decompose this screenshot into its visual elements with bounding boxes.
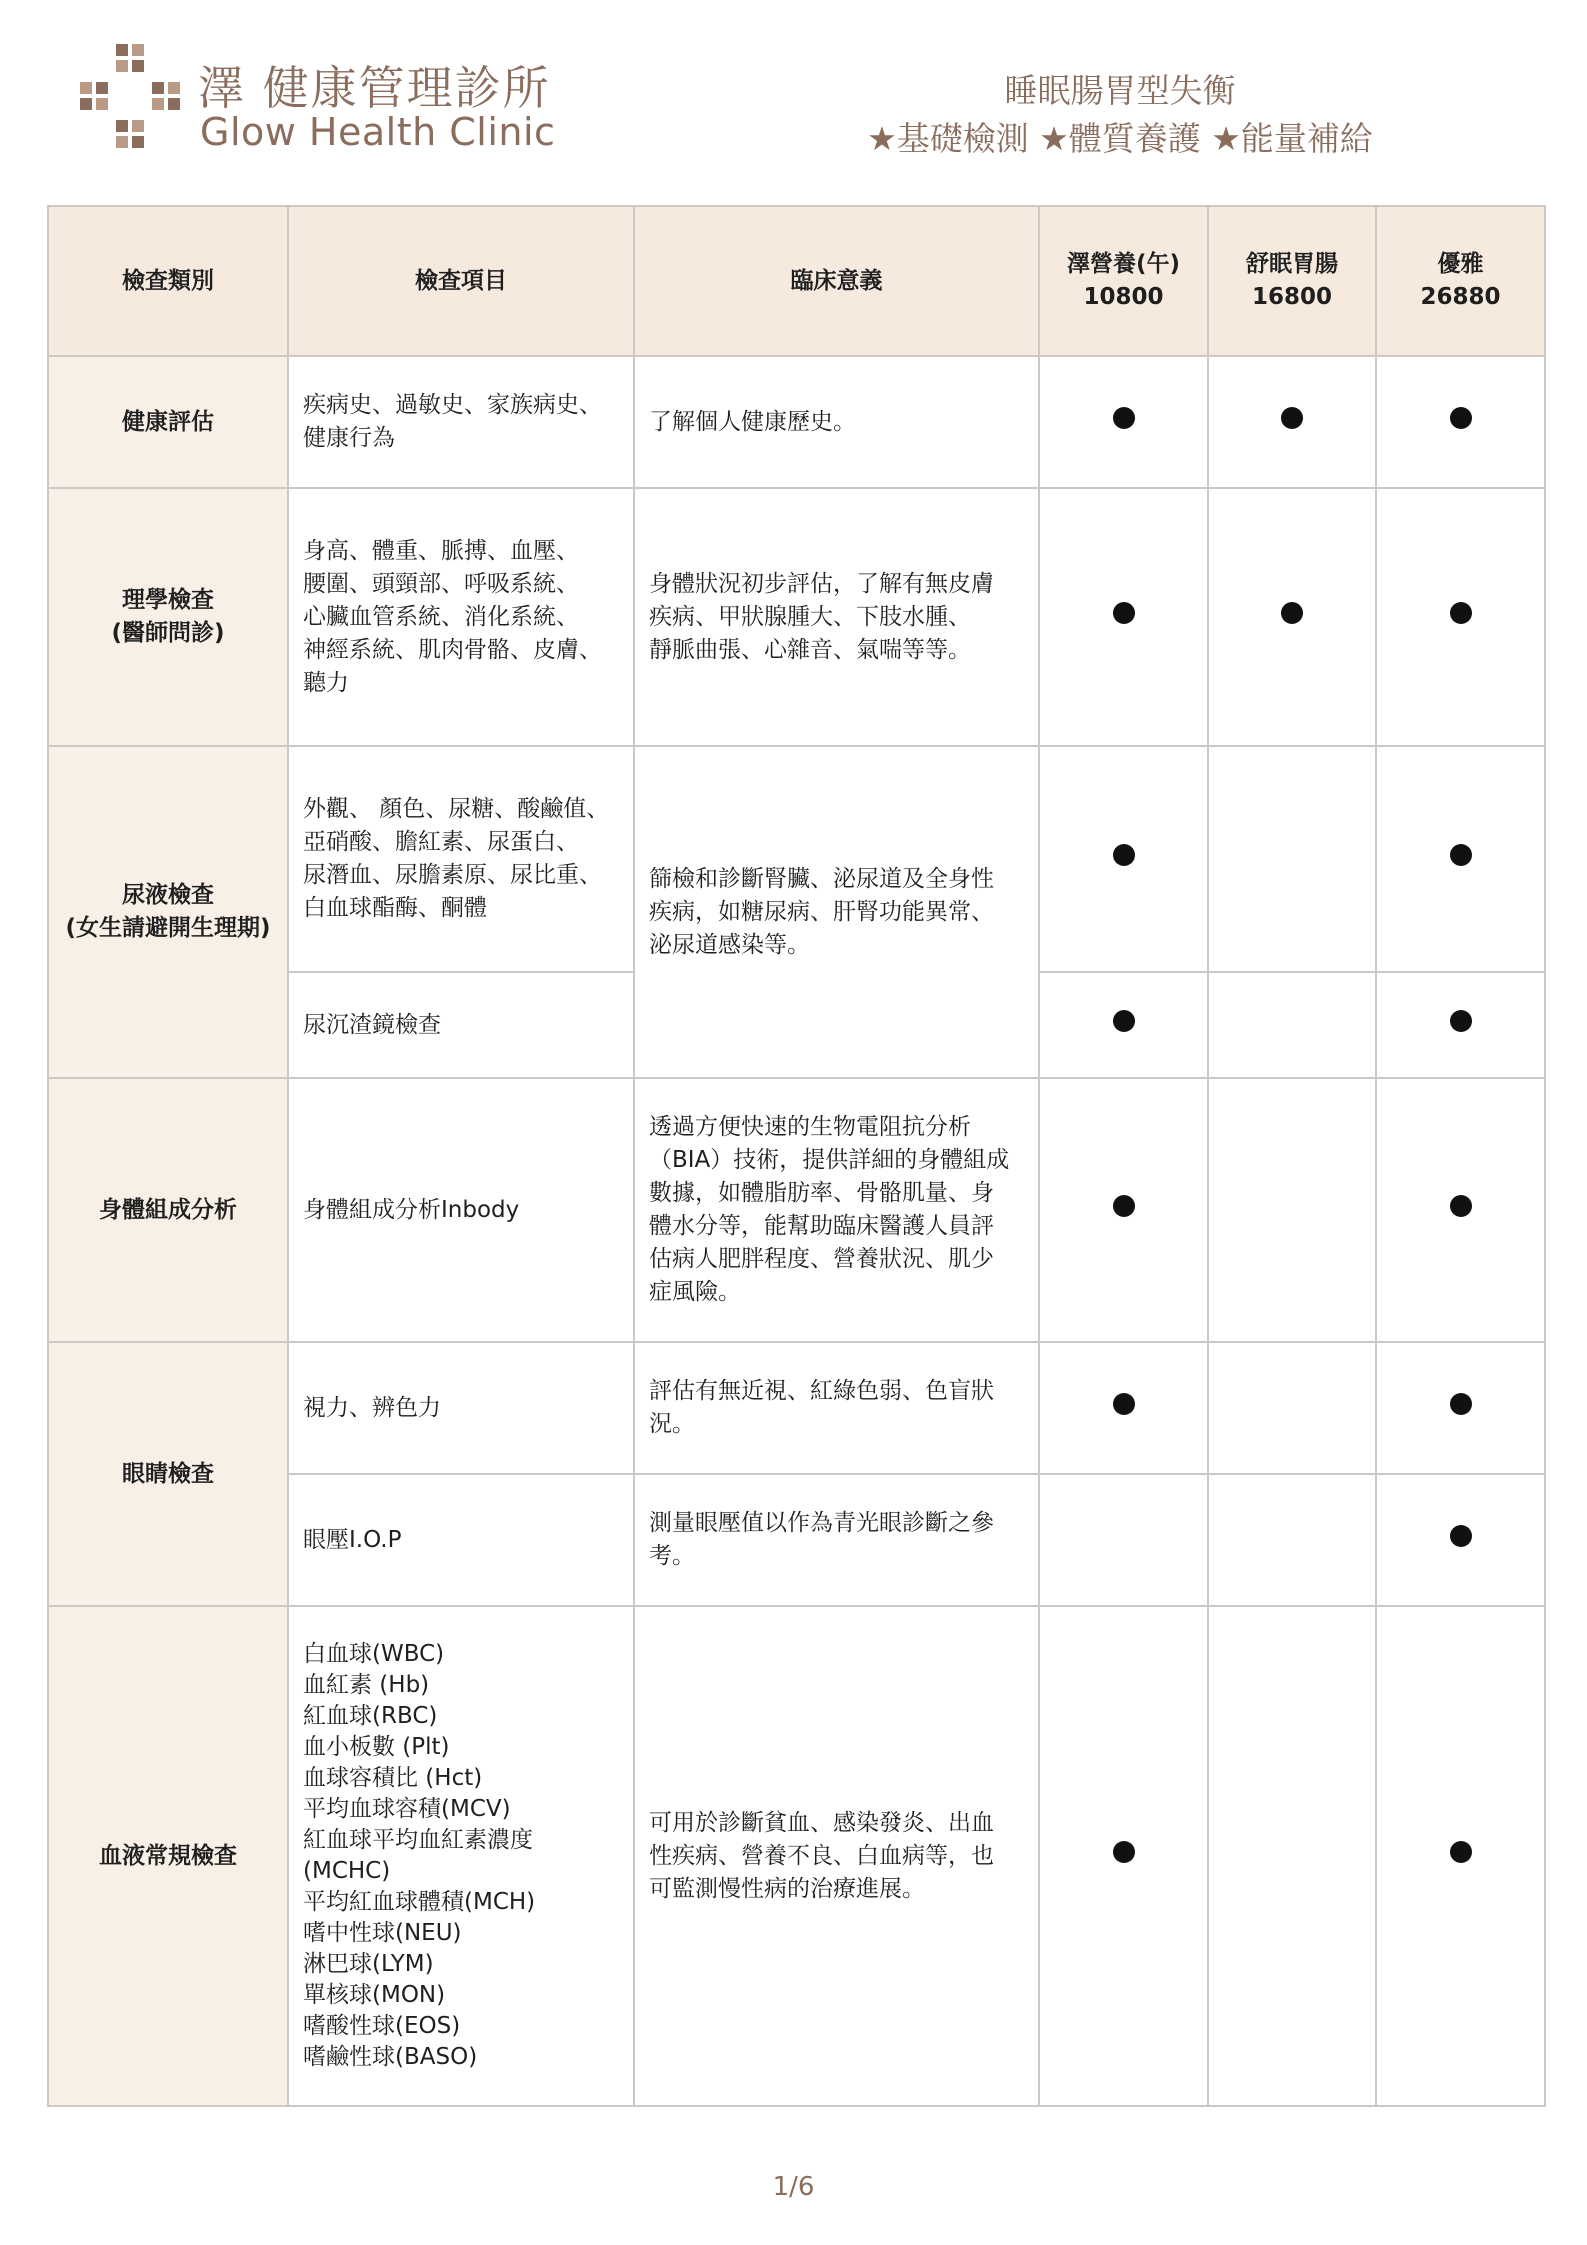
title-line-1: 睡眠腸胃型失衡: [1004, 71, 1236, 110]
package-1-cell: [1039, 1474, 1208, 1606]
page-header: [0, 0, 1587, 200]
category-cell: 身體組成分析: [48, 1078, 288, 1342]
included-dot-icon: [1113, 407, 1135, 429]
included-dot-icon: [1450, 1841, 1472, 1863]
included-dot-icon: [1113, 1195, 1135, 1217]
meaning-line: 疾病、甲狀腺腫大、下肢水腫、: [649, 603, 971, 630]
item-line: 嗜酸性球(EOS): [303, 2013, 461, 2039]
included-dot-icon: [1281, 407, 1303, 429]
category-cell: 眼睛檢查: [48, 1342, 288, 1606]
item-line: 神經系統、肌肉骨骼、皮膚、: [303, 636, 602, 663]
package-3-cell: [1376, 1342, 1545, 1474]
items-cell: [288, 1474, 634, 1606]
meaning-line: 可用於診斷貧血、感染發炎、出血: [649, 1809, 994, 1836]
package-1-cell: [1039, 1342, 1208, 1474]
package-2-cell: [1208, 1606, 1376, 2106]
item-line: 視力、辨色力: [303, 1394, 441, 1421]
package-3-cell: [1376, 356, 1545, 488]
col-header-category: 檢查類別: [48, 206, 288, 356]
package-3-cell: [1376, 1606, 1545, 2106]
included-dot-icon: [1450, 407, 1472, 429]
meaning-cell: [634, 746, 1039, 1078]
item-line: 亞硝酸、膽紅素、尿蛋白、: [303, 829, 579, 855]
meaning-line: 評估有無近視、紅綠色弱、色盲狀: [649, 1378, 994, 1404]
meaning-line: 性疾病、營養不良、白血病等，也: [649, 1842, 994, 1869]
col-header-package-3: [1376, 206, 1545, 356]
included-dot-icon: [1450, 1525, 1472, 1547]
meaning-line: 疾病，如糖尿病、肝腎功能異常、: [649, 898, 994, 925]
item-line: 疾病史、過敏史、家族病史、: [303, 392, 602, 418]
package-name: 優雅: [1437, 251, 1484, 277]
table-header-row: [48, 206, 1545, 356]
item-line: 血紅素 (Hb): [303, 1672, 430, 1698]
item-line: 平均血球容積(MCV): [303, 1796, 511, 1822]
item-line: 眼壓I.O.P: [303, 1526, 402, 1553]
brand-name-english: Glow Health Clinic: [200, 110, 556, 154]
item-line: 平均紅血球體積(MCH): [303, 1889, 536, 1915]
meaning-line: 估病人肥胖程度、營養狀況、肌少: [649, 1246, 994, 1272]
package-2-cell: [1208, 356, 1376, 488]
table-row: [48, 746, 1545, 972]
included-dot-icon: [1450, 1393, 1472, 1415]
package-3-cell: [1376, 972, 1545, 1078]
clinic-cross-logo-icon: [70, 40, 190, 160]
items-cell: [288, 972, 634, 1078]
included-dot-icon: [1450, 1195, 1472, 1217]
package-1-cell: [1039, 746, 1208, 972]
included-dot-icon: [1113, 1841, 1135, 1863]
item-line: 尿沉渣鏡檢查: [303, 1011, 441, 1038]
item-line: 血球容積比 (Hct): [303, 1765, 483, 1791]
meaning-line: 體水分等，能幫助臨床醫護人員評: [649, 1213, 994, 1239]
package-name: 澤營養(午): [1066, 251, 1181, 277]
included-dot-icon: [1113, 602, 1135, 624]
package-2-cell: [1208, 1474, 1376, 1606]
meaning-cell: [634, 1078, 1039, 1342]
category-cell: [48, 488, 288, 746]
included-dot-icon: [1113, 1010, 1135, 1032]
package-1-cell: [1039, 972, 1208, 1078]
meaning-cell: [634, 1606, 1039, 2106]
package-price: 26880: [1420, 284, 1501, 310]
included-dot-icon: [1450, 844, 1472, 866]
meaning-cell: [634, 488, 1039, 746]
meaning-line: 身體狀況初步評估，了解有無皮膚: [649, 570, 994, 597]
meaning-cell: [634, 1342, 1039, 1474]
table-row: [48, 1342, 1545, 1474]
meaning-line: 測量眼壓值以作為青光眼診斷之參: [649, 1510, 994, 1536]
package-2-cell: [1208, 1078, 1376, 1342]
items-cell: [288, 488, 634, 746]
item-line: 身體組成分析Inbody: [303, 1196, 520, 1223]
item-line: 白血球(WBC): [303, 1641, 445, 1667]
col-header-items: 檢查項目: [288, 206, 634, 356]
category-cell: 血液常規檢查: [48, 1606, 288, 2106]
package-name: 舒眠胃腸: [1246, 251, 1338, 277]
title-line-2: ★基礎檢測 ★體質養護 ★能量補給: [867, 119, 1373, 158]
category-line: (女生請避開生理期): [65, 915, 271, 941]
col-header-package-1: [1039, 206, 1208, 356]
meaning-cell: [634, 1474, 1039, 1606]
included-dot-icon: [1281, 602, 1303, 624]
meaning-line: 了解個人健康歷史。: [649, 408, 856, 435]
category-cell: 健康評估: [48, 356, 288, 488]
package-2-cell: [1208, 1342, 1376, 1474]
table-row: [48, 488, 1545, 746]
page-number: 1/6: [772, 2172, 815, 2202]
package-price: 16800: [1251, 284, 1333, 310]
item-line: 單核球(MON): [303, 1982, 446, 2008]
item-line: 聽力: [303, 669, 349, 696]
item-line: 身高、體重、脈搏、血壓、: [303, 537, 579, 564]
meaning-line: 考。: [649, 1543, 695, 1569]
package-3-cell: [1376, 1474, 1545, 1606]
included-dot-icon: [1113, 1393, 1135, 1415]
items-cell: [288, 1342, 634, 1474]
package-2-cell: [1208, 488, 1376, 746]
items-cell: [288, 356, 634, 488]
col-header-package-2: [1208, 206, 1376, 356]
item-line: 血小板數 (Plt): [303, 1734, 450, 1760]
meaning-line: 症風險。: [649, 1279, 741, 1305]
item-line: 健康行為: [303, 425, 395, 451]
included-dot-icon: [1450, 1010, 1472, 1032]
meaning-line: 泌尿道感染等。: [649, 931, 810, 958]
item-line: 白血球酯酶、酮體: [303, 895, 487, 921]
package-3-cell: [1376, 1078, 1545, 1342]
meaning-line: （BIA）技術，提供詳細的身體組成: [649, 1147, 1010, 1173]
item-line: 腰圍、頭頸部、呼吸系統、: [303, 570, 579, 597]
included-dot-icon: [1113, 844, 1135, 866]
checkup-table: [47, 205, 1546, 2107]
item-line: 心臟血管系統、消化系統、: [303, 603, 579, 630]
items-cell: [288, 1078, 634, 1342]
meaning-line: 透過方便快速的生物電阻抗分析: [649, 1114, 971, 1140]
category-cell: [48, 746, 288, 1078]
document-title: [820, 68, 1420, 164]
meaning-line: 靜脈曲張、心雜音、氣喘等等。: [649, 636, 971, 663]
package-3-cell: [1376, 746, 1545, 972]
item-line: 紅血球平均血紅素濃度(MCHC): [303, 1827, 533, 1884]
meaning-line: 況。: [649, 1411, 695, 1437]
package-1-cell: [1039, 488, 1208, 746]
brand-name-chinese: 澤 健康管理診所: [198, 61, 551, 115]
category-line: 理學檢查: [122, 587, 214, 613]
meaning-line: 可監測慢性病的治療進展。: [649, 1875, 925, 1902]
package-1-cell: [1039, 1606, 1208, 2106]
item-line: 嗜中性球(NEU): [303, 1920, 462, 1946]
meaning-cell: [634, 356, 1039, 488]
package-1-cell: [1039, 356, 1208, 488]
package-2-cell: [1208, 746, 1376, 972]
table-row: [48, 1078, 1545, 1342]
item-line: 外觀、 顏色、尿糖、酸鹼值、: [303, 796, 610, 822]
package-3-cell: [1376, 488, 1545, 746]
package-2-cell: [1208, 972, 1376, 1078]
package-1-cell: [1039, 1078, 1208, 1342]
meaning-line: 數據，如體脂肪率、骨骼肌量、身: [649, 1180, 994, 1206]
items-cell: [288, 1606, 634, 2106]
package-price: 10800: [1083, 284, 1164, 310]
item-line: 尿潛血、尿膽素原、尿比重、: [303, 862, 602, 888]
item-line: 紅血球(RBC): [303, 1703, 438, 1729]
item-line: 淋巴球(LYM): [303, 1951, 434, 1977]
meaning-line: 篩檢和診斷腎臟、泌尿道及全身性: [649, 865, 994, 892]
table-row: [48, 356, 1545, 488]
category-line: 尿液檢查: [122, 882, 214, 908]
category-line: (醫師問診): [111, 620, 225, 646]
col-header-meaning: 臨床意義: [634, 206, 1039, 356]
items-cell: [288, 746, 634, 972]
item-line: 嗜鹼性球(BASO): [303, 2044, 478, 2070]
included-dot-icon: [1450, 602, 1472, 624]
table-row: [48, 1606, 1545, 2106]
